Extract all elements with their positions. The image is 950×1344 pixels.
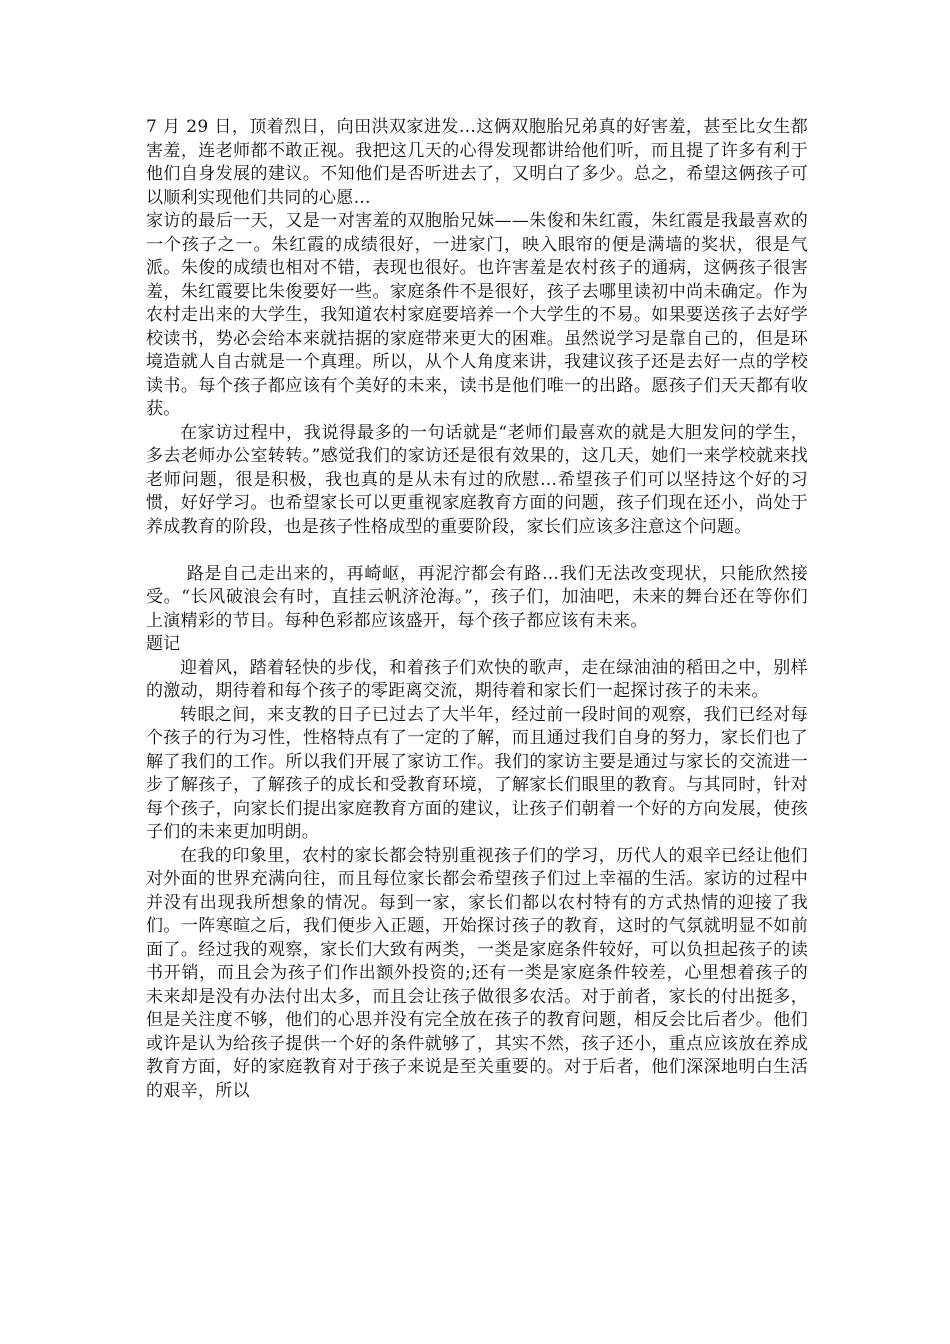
paragraph-road-ahead: 路是自己走出来的，再崎岖，再泥泞都会有路…我们无法改变现状，只能欣然接受。“长风破浪会有时，直挂云帆济沧海。”，孩子们，加油吧，未来的舞台还在等你们上演精彩的节目。每种色彩都应该盛开，每个孩子都应该有未来。 (146, 563, 808, 631)
paragraph-parents-impression: 在我的印象里，农村的家长都会特别重视孩子们的学习，历代人的艰辛已经让他们对外面的世界充满向往，而且每位家长都会希望孩子们过上幸福的生活。家访的过程中并没有出现我所想象的情况。每到一家，家长们都以农村特有的方式热情的迎接了我们。一阵寒暄之后，我们便步入正题，开始探讨孩子的教育，这时的气氛就明显不如前面了。经过我的观察，家长们大致有两类，一类是家庭条件较好，可以负担起孩子的读书开销，而且会为孩子们作出额外投资的;还有一类是家庭条件较差，心里想着孩子的未来却是没有办法付出太多，而且会让孩子做很多农活。对于前者，家长的付出挺多，但是关注度不够，他们的心思并没有完全放在孩子的教育问题，相反会比后者少。他们或许是认为给孩子提供一个好的条件就够了，其实不然，孩子还小，重点应该放在养成教育方面，好的家庭教育对于孩子来说是至关重要的。对于后者，他们深深地明白生活的艰辛，所以 (146, 845, 808, 1101)
paragraph-last-day-visit: 家访的最后一天，又是一对害羞的双胞胎兄妹——朱俊和朱红霞，朱红霞是我最喜欢的一个孩子之一。朱红霞的成绩很好，一进家门，映入眼帘的便是满墙的奖状，很是气派。朱俊的成绩也相对不错，表现也很好。也许害羞是农村孩子的通病，这俩孩子很害羞，朱红霞要比朱俊要好一些。家庭条件不是很好，孩子去哪里读初中尚未确定。作为农村走出来的大学生，我知道农村家庭要培养一个大学生的不易。如果要送孩子去好学校读书，势必会给本来就拮据的家庭带来更大的困难。虽然说学习是靠自己的，但是环境造就人自古就是一个真理。所以，从个人角度来讲，我建议孩子还是去好一点的学校读书。每个孩子都应该有个美好的未来，读书是他们唯一的出路。愿孩子们天天都有收获。 (146, 211, 808, 419)
paragraph-most-said-words: 在家访过程中，我说得最多的一句话就是“老师们最喜欢的就是大胆发问的学生，多去老师办公室转转。”感觉我们的家访还是很有效果的，这几天，她们一来学校就来找老师问题，很是积极，我也真的是从未有过的欣慰…希望孩子们可以坚持这个好的习惯，好好学习。也希望家长可以更重视家庭教育方面的问题，孩子们现在还小，尚处于养成教育的阶段，也是孩子性格成型的重要阶段，家长们应该多注意这个问题。 (146, 422, 808, 537)
blank-line (146, 539, 808, 563)
document-body (146, 116, 808, 1103)
paragraph-home-visit-twins-brothers: 7 月 29 日，顶着烈日，向田洪双家进发…这俩双胞胎兄弟真的好害羞，甚至比女生都害羞，连老师都不敢正视。我把这几天的心得发现都讲给他们听，而且提了许多有利于他们自身发展的建议。不知他们是否听进去了，又明白了多少。总之，希望这俩孩子可以顺利实现他们共同的心愿… (146, 117, 808, 208)
paragraph-half-year-teaching: 转眼之间，来支教的日子已过去了大半年，经过前一段时间的观察，我们已经对每个孩子的行为习性，性格特点有了一定的了解，而且通过我们自身的努力，家长们也了解了我们的工作。所以我们开展了家访工作。我们的家访主要是通过与家长的交流进一步了解孩子，了解孩子的成长和受教育环境，了解家长们眼里的教育。与其同时，针对每个孩子，向家长们提出家庭教育方面的建议，让孩子们朝着一个好的方向发展，使孩子们的未来更加明朗。 (146, 704, 808, 842)
inscription-label: 题记 (146, 634, 181, 654)
paragraph-walking-in-wind: 迎着风，踏着轻快的步伐，和着孩子们欢快的歌声，走在绿油油的稻田之中，别样的激动，期待着和每个孩子的零距离交流，期待着和家长们一起探讨孩子的未来。 (146, 657, 808, 701)
